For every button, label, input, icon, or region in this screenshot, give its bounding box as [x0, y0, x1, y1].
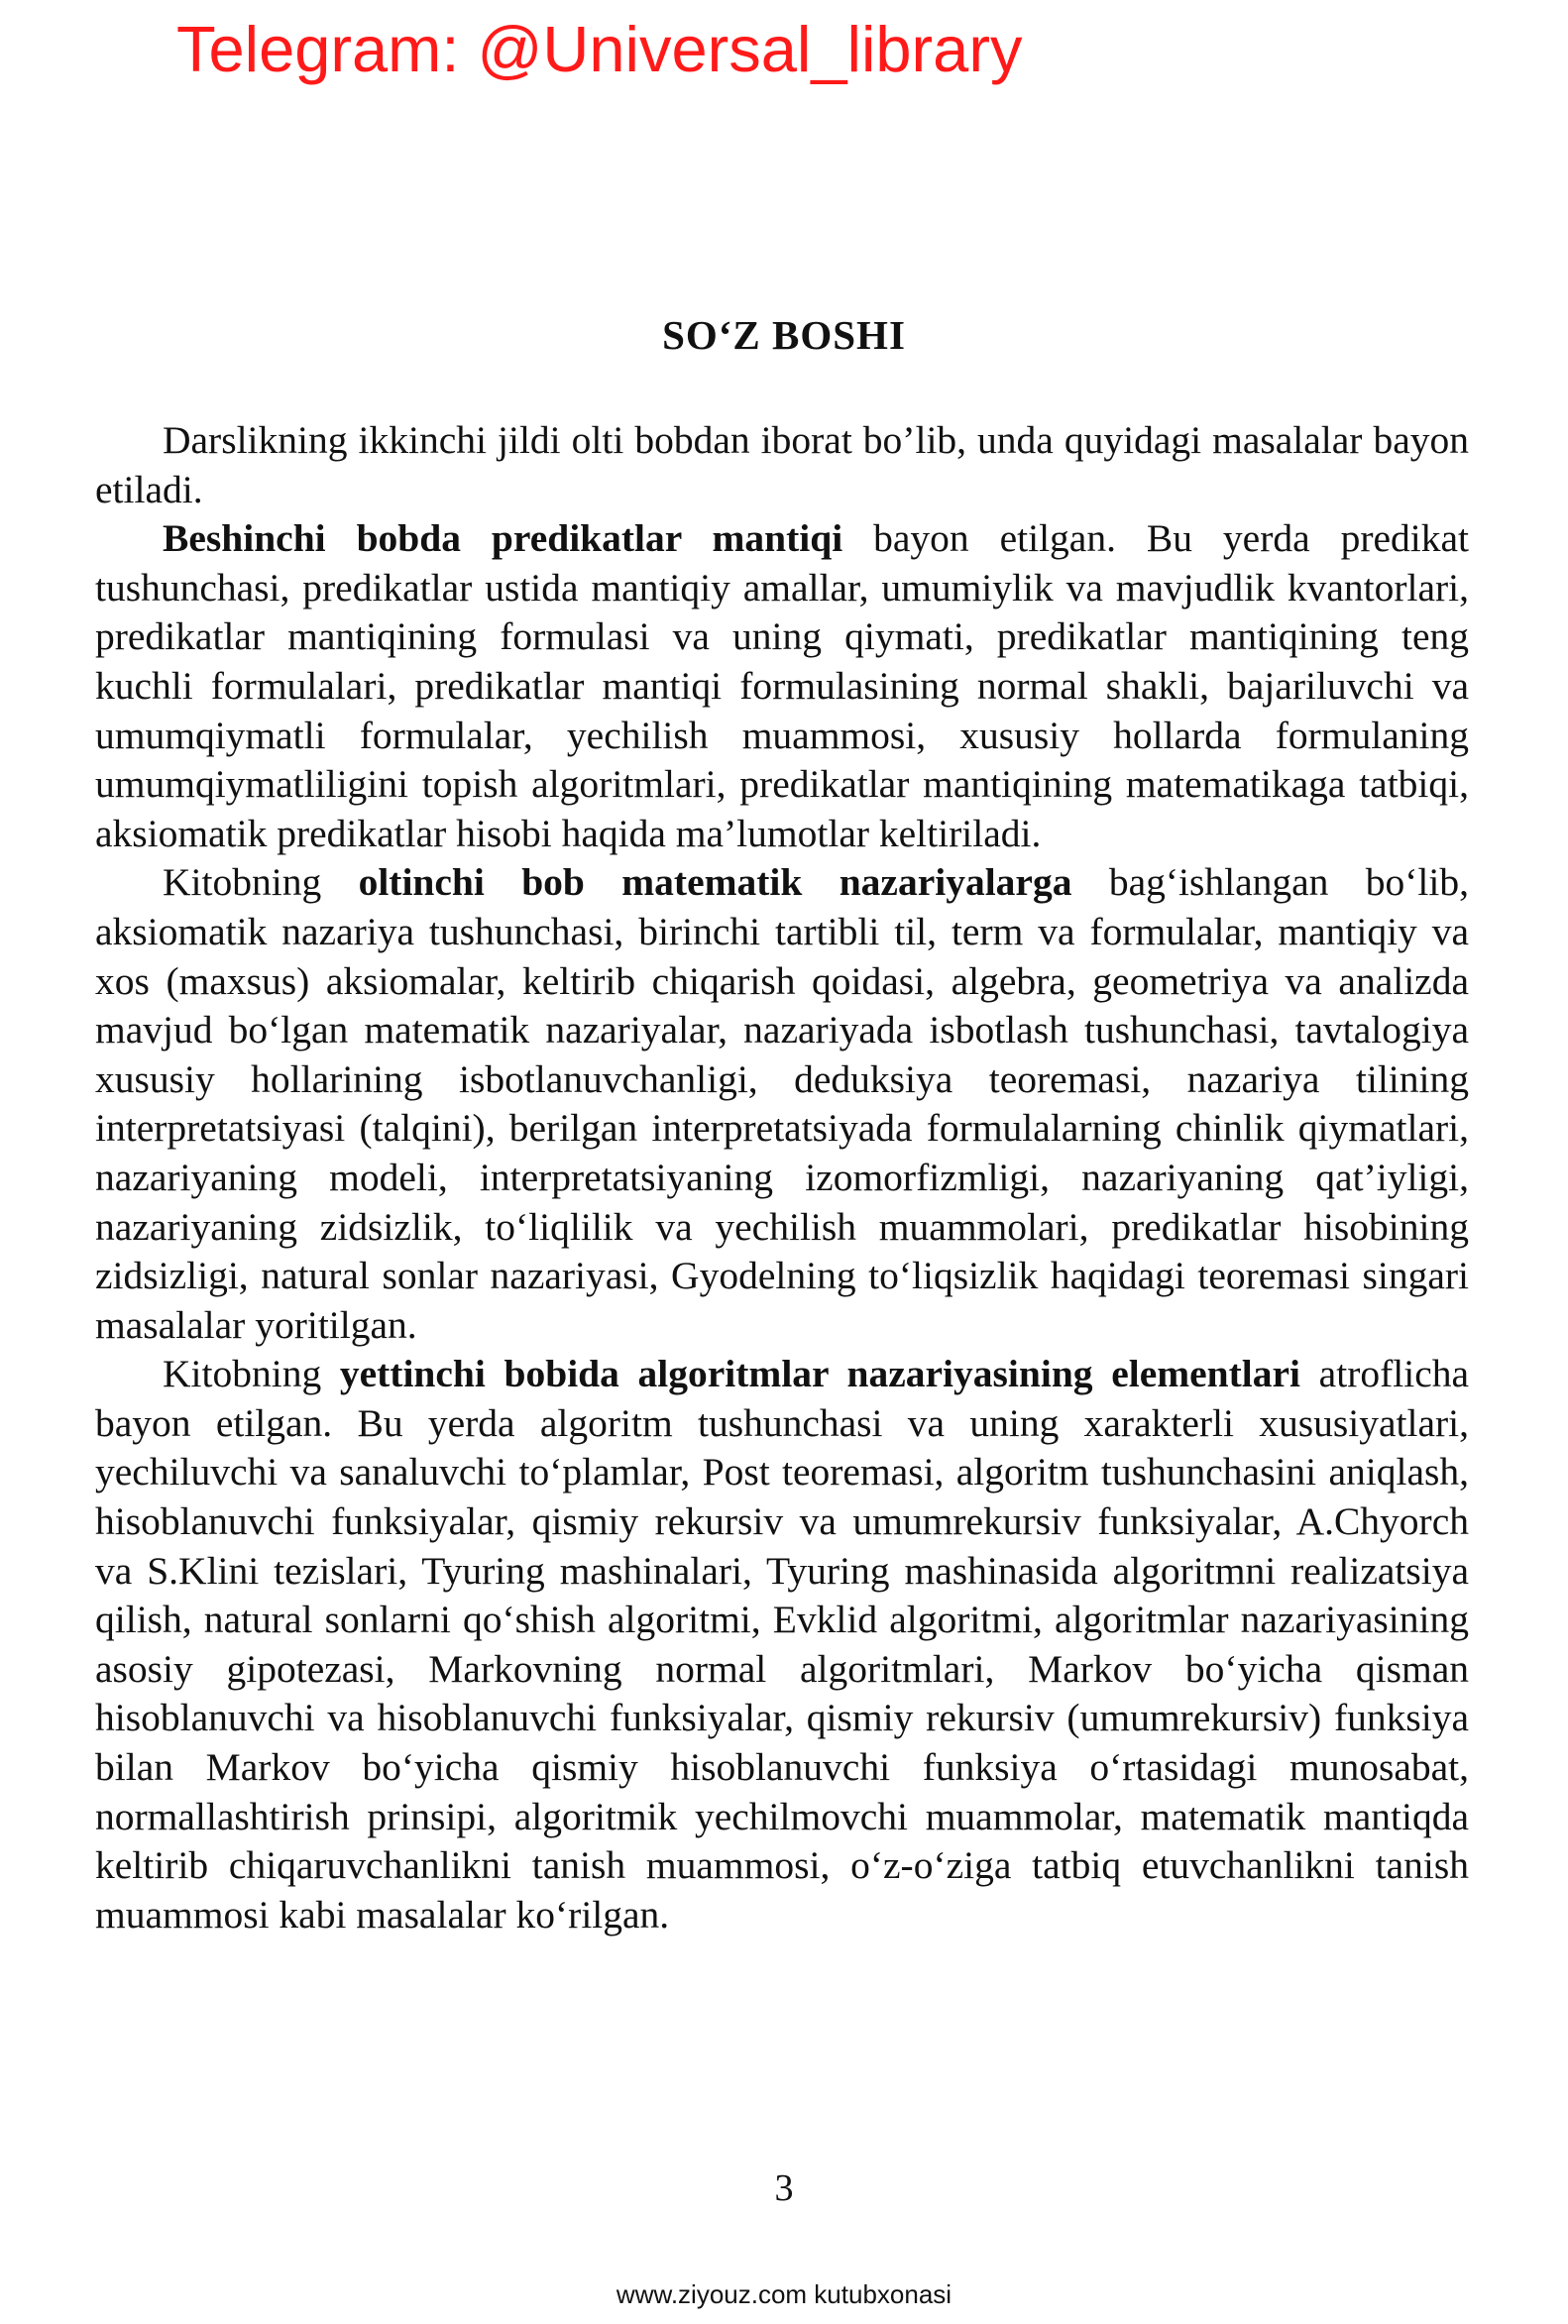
paragraph-intro — [95, 416, 1469, 514]
paragraph-chapter-six — [95, 858, 1469, 1350]
body-text — [95, 416, 1469, 1939]
watermark-text: Telegram: @Universal_library — [176, 13, 1023, 85]
paragraph-text: bag‘ishlangan bo‘lib, aksiomatik nazariya tushunchasi, birinchi tartibli til, term va formulalar, mantiqiy va xos (maxsus) aksiomalar, keltirib chiqarish qoidasi, algebra, geometriya va analizda mavjud bo‘lgan matematik nazariyalar, nazariyada isbotlash tushunchasi, tavtalogiya xususiy hollarining isbotlanuvchanligi, deduksiya teoremasi, nazariya tilining interpretatsiyasi (talqini), berilgan interpretatsiyada formulalarning chinlik qiymatlari, nazariyaning modeli, interpretatsiyaning izomorfizmligi, nazariyaning qat’iyligi, nazariyaning zidsizlik, to‘liqlilik va yechilish muammolari, predikatlar hisobining zidsizligi, natural sonlar nazariyasi, Gyodelning to‘liqsizlik haqidagi teoremasi singari masalalar yoritilgan. — [95, 860, 1469, 1347]
paragraph-text: Kitobning — [163, 860, 359, 905]
page-number: 3 — [774, 2167, 794, 2209]
paragraph-emphasis: Beshinchi bobda predikatlar mantiqi — [163, 516, 843, 561]
paragraph-chapter-seven — [95, 1350, 1469, 1939]
paragraph-emphasis: oltinchi bob matematik nazariyalarga — [358, 860, 1072, 905]
paragraph-text: bayon etilgan. Bu yerda predikat tushunchasi, predikatlar ustida mantiqiy amallar, umumiylik va mavjudlik kvantorlari, predikatlar mantiqining formulasi va uning qiymati, predikatlar mantiqining teng kuchli formulalari, predikatlar mantiqi formulasining normal shakli, bajariluvchi va umumqiymatli formulalar, yechilish muammosi, xususiy hollarda formulaning umumqiymatliligini topish algoritmlari, predikatlar mantiqining matematikaga tatbiqi, aksiomatik predikatlar hisobi haqida ma’lumotlar keltiriladi. — [95, 516, 1469, 855]
paragraph-text: atroflicha bayon etilgan. Bu yerda algoritm tushunchasi va uning xarakterli xususiyatlari, yechiluvchi va sanaluvchi to‘plamlar, Post teoremasi, algoritm tushunchasini aniqlash, hisoblanuvchi funksiyalar, qismiy rekursiv va umumrekursiv funksiyalar, A.Chyorch va S.Klini tezislari, Tyuring mashinalari, Tyuring mashinasida algoritmni realizatsiya qilish, natural sonlarni qo‘shish algoritmi, Evklid algoritmi, algoritmlar nazariyasining asosiy gipotezasi, Markovning normal algoritmlari, Markov bo‘yicha qisman hisoblanuvchi va hisoblanuvchi funksiyalar, qismiy rekursiv (umumrekursiv) funksiya bilan Markov bo‘yicha qismiy hisoblanuvchi funksiya o‘rtasidagi munosabat, normallashtirish prinsipi, algoritmik yechilmovchi muammolar, matematik mantiqda keltirib chiqaruvchanlikni tanish muammosi, o‘z-o‘ziga tatbiq etuvchanlikni tanish muammosi kabi masalalar ko‘rilgan. — [95, 1352, 1470, 1937]
footer-source: www.ziyouz.com kutubxonasi — [616, 2279, 952, 2309]
page-title: SO‘Z BOSHI — [662, 312, 906, 358]
paragraph-chapter-five — [95, 514, 1469, 858]
paragraph-text: Darslikning ikkinchi jildi olti bobdan iborat bo’lib, unda quyidagi masalalar bayon etiladi. — [95, 418, 1469, 511]
paragraph-emphasis: yettinchi bobida algoritmlar nazariyasining elementlari — [339, 1352, 1301, 1396]
paragraph-text: Kitobning — [163, 1352, 340, 1396]
